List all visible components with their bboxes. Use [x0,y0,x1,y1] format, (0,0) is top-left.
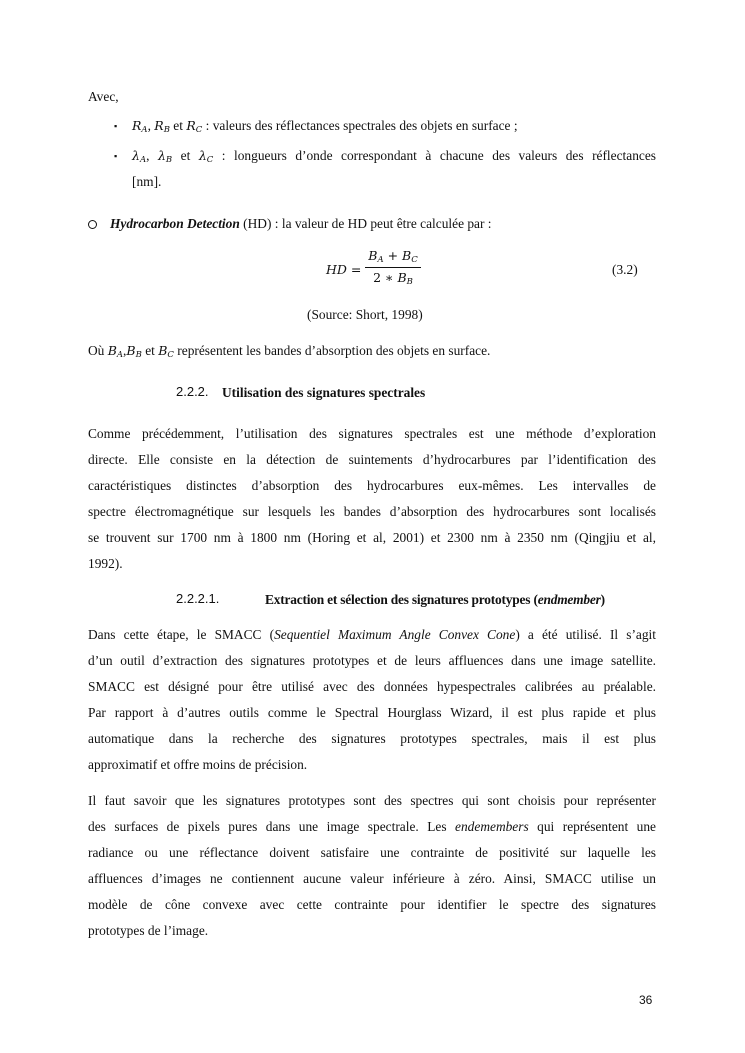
para2-line: approximatif et offre moins de précision. [88,757,308,772]
equation-fraction: $B_A + B_C$ 2 ∗ $B_B$ [365,248,421,287]
para3-line: prototypes de l’image. [88,923,209,938]
para1-line: directe. Elle consiste en la détection de suintements d’hydrocarbures par l’identification des [88,452,656,467]
para2-line: d’un outil d’extraction des signatures prototypes et de leurs affluences dans une image satellite. [88,653,656,668]
para3-line: modèle de cône convexe avec cette contrainte pour identifier le spectre des signatures [88,897,656,912]
equation-source: (Source: Short, 1998) [307,307,423,322]
math-rb: $R_B$ [154,118,170,135]
para1-line: se trouvent sur 1700 nm à 1800 nm (Horing et al, 2001) et 2300 nm à 2350 nm (Qingjiu et al, [88,530,656,545]
subsection-title: Extraction et sélection des signatures prototypes (endmember) [265,592,605,607]
bullet-wavelengths-cont: [nm]. [132,174,162,189]
para1-line: caractéristiques distinctes d’absorption des hydrocarbures eux-mêmes. Les intervalles de [88,478,656,493]
math-la: $\lambda_A$ [132,148,147,165]
equation-number: (3.2) [612,262,638,277]
bullet-reflectances: $R_A$, $R_B$ et $R_C$ : valeurs des réflectances spectrales des objets en surface ; [132,118,518,135]
equation-lhs: HD = [326,262,362,277]
para2-line: automatique dans la recherche des signatures prototypes spectrales, mais il est plus [88,731,656,746]
section-title: Utilisation des signatures spectrales [222,385,426,400]
section-number: 2.2.2. [176,384,209,399]
math-rc: $R_C$ [186,118,203,135]
math-lc: $\lambda_C$ [198,148,214,165]
para1-line: Comme précédemment, l’utilisation des signatures spectrales est une méthode d’exploration [88,426,656,441]
hd-definition: Hydrocarbon Detection (HD) : la valeur de HD peut être calculée par : [110,216,492,231]
para1-line: 1992). [88,556,123,571]
page-number: 36 [639,993,653,1007]
avec-text: Avec, [88,89,119,104]
subsection-number: 2.2.2.1. [176,591,220,606]
para3-line: affluences d’images ne contiennent aucune valeur inférieure à zéro. Ainsi, SMACC utilise un [88,871,656,886]
para1-line: spectre électromagnétique sur lesquels les bandes d’absorption des hydrocarbures sont localisés [88,504,656,519]
math-ra: $R_A$ [132,118,148,135]
para2-line: SMACC est désigné pour être utilisé avec des données hypespectrales calibrées au préalable. [88,679,656,694]
para3-line: radiance ou une réflectance doivent satisfaire une contrainte de positivité sur laquelle les [88,845,656,860]
bullet-wavelengths: $\lambda_A$, $\lambda_B$ et $\lambda_C$ : longueurs d’onde correspondant à chacune des valeurs des réflectances [132,148,656,165]
math-lb: $\lambda_B$ [157,148,173,165]
bullet-marker: ▪ [114,151,118,161]
absorption-bands-text: Où $B_A,B_B$ et $B_C$ représentent les bandes d’absorption des objets en surface. [88,343,491,360]
bullet-marker: ▪ [114,121,118,131]
para2-line: Dans cette étape, le SMACC (Sequentiel Maximum Angle Convex Cone) a été utilisé. Il s’agit [88,627,657,642]
para3-line: Il faut savoir que les signatures prototypes sont des spectres qui sont choisis pour représenter [88,793,656,808]
circle-bullet-icon [88,220,97,229]
para2-line: Par rapport à d’autres outils comme le Spectral Hourglass Wizard, il est plus rapide et plus [88,705,656,720]
para3-line: des surfaces de pixels pures dans une image spectrale. Les endemembers qui représentent une [88,819,656,834]
